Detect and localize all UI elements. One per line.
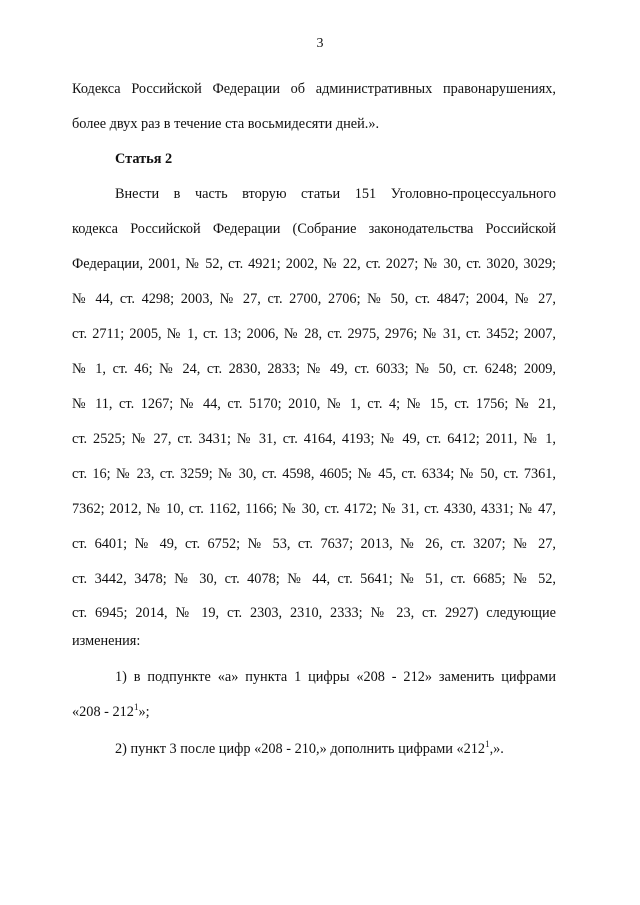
article-body-line: ст. 6945; 2014, № 19, ст. 2303, 2310, 2333; № 23, ст. 2927) следующие xyxy=(72,605,556,621)
article-body-line: кодекса Российской Федерации (Собрание законодательства Российской xyxy=(72,221,556,237)
article-body-line: № 11, ст. 1267; № 44, ст. 5170; 2010, № 1, ст. 4; № 15, ст. 1756; № 21, xyxy=(72,396,556,412)
article-body-line: Внести в часть вторую статьи 151 Уголовно-процессуального xyxy=(115,186,556,202)
item-1-closing: »; xyxy=(138,704,150,720)
article-body-line: № 1, ст. 46; № 24, ст. 2830, 2833; № 49, ст. 6033; № 50, ст. 6248; 2009, xyxy=(72,361,556,377)
item-1-line-1: 1) в подпункте «а» пункта 1 цифры «208 - 212» заменить цифрами xyxy=(115,669,556,685)
item-2-text: 2) пункт 3 после цифр «208 - 210,» дополнить цифрами «212 xyxy=(115,741,486,757)
article-body-line: ст. 3442, 3478; № 30, ст. 4078; № 44, ст. 5641; № 51, ст. 6685; № 52, xyxy=(72,571,556,587)
article-body-line: ст. 2711; 2005, № 1, ст. 13; 2006, № 28, ст. 2975, 2976; № 31, ст. 3452; 2007, xyxy=(72,326,556,342)
article-body-line: ст. 2525; № 27, ст. 3431; № 31, ст. 4164, 4193; № 49, ст. 6412; 2011, № 1, xyxy=(72,431,556,447)
item-2-superscript: 1 xyxy=(485,739,490,750)
article-body-line: ст. 6401; № 49, ст. 6752; № 53, ст. 7637; 2013, № 26, ст. 3207; № 27, xyxy=(72,536,556,552)
article-body-line: ст. 16; № 23, ст. 3259; № 30, ст. 4598, 4605; № 45, ст. 6334; № 50, ст. 7361, xyxy=(72,466,556,482)
article-body-line: № 44, ст. 4298; 2003, № 27, ст. 2700, 2706; № 50, ст. 4847; 2004, № 27, xyxy=(72,291,556,307)
article-heading: Статья 2 xyxy=(115,151,173,167)
item-1-superscript: 1 xyxy=(133,702,139,713)
continuation-line-2: более двух раз в течение ста восьмидесяти дней.». xyxy=(72,116,380,132)
page-number: 3 xyxy=(316,36,324,51)
item-2-closing: ,». xyxy=(489,741,504,757)
item-2-line xyxy=(115,740,504,758)
article-body-line: Федерации, 2001, № 52, ст. 4921; 2002, № 22, ст. 2027; № 30, ст. 3020, 3029; xyxy=(72,256,556,272)
item-1-line-2 xyxy=(72,703,150,721)
article-body-last-line: изменения: xyxy=(72,633,141,649)
article-body-line: 7362; 2012, № 10, ст. 1162, 1166; № 30, ст. 4172; № 31, ст. 4330, 4331; № 47, xyxy=(72,501,556,517)
continuation-line-1: Кодекса Российской Федерации об административных правонарушениях, xyxy=(72,81,556,97)
item-1-value: «208 - 212 xyxy=(72,704,134,720)
